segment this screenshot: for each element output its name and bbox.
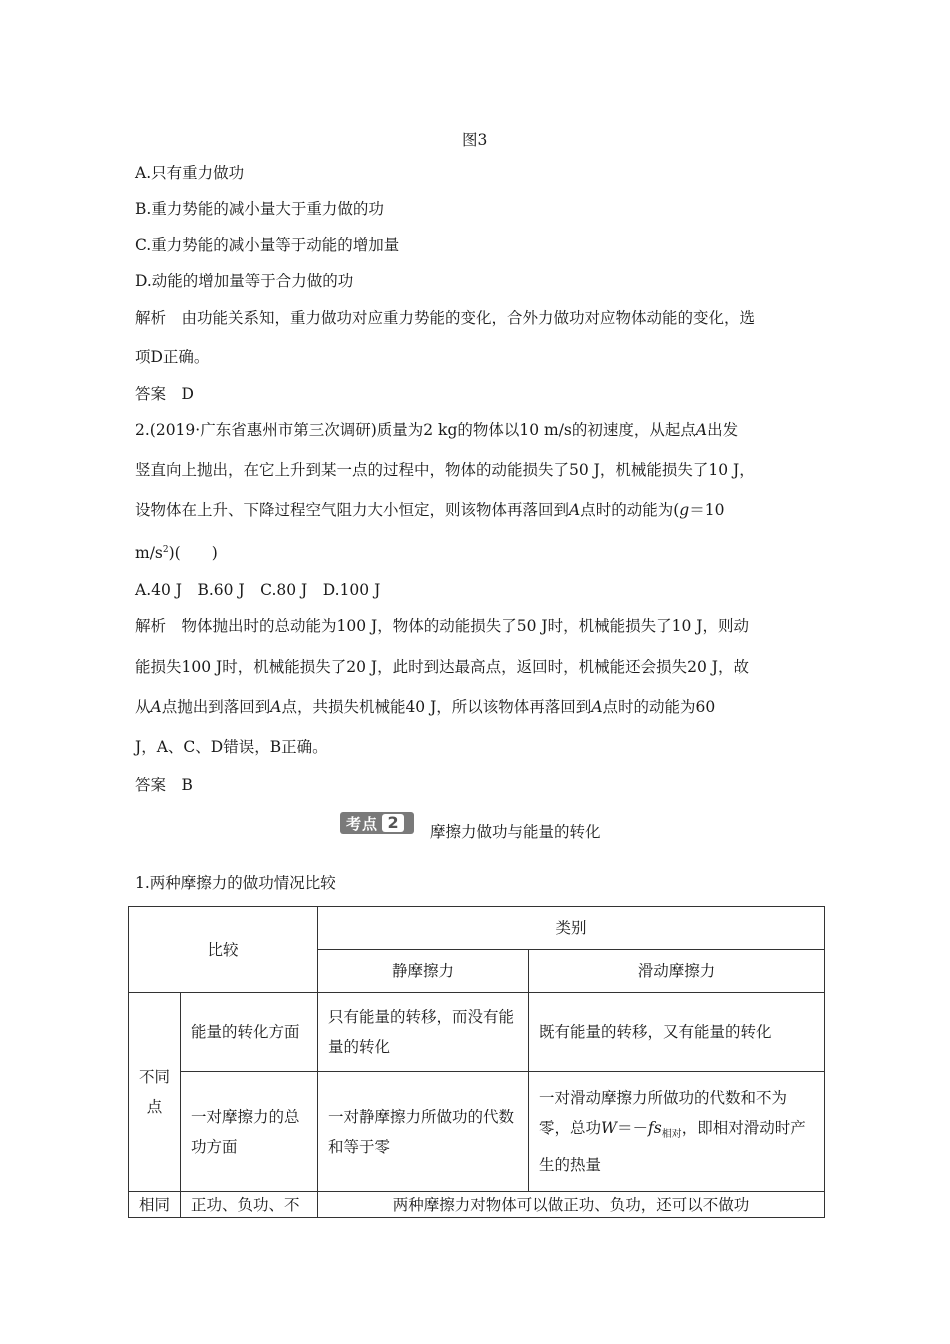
q2-analysis-line4: J，A、C、D错误，B正确。 — [135, 738, 328, 756]
q2-analysis-line1: 解析 物体抛出时的总动能为100 J，物体的动能损失了50 J时，机械能损失了10 J，则动 — [135, 617, 749, 635]
q2-analysis-text: 点，共损失机械能40 J，所以该物体再落回到 — [281, 698, 592, 716]
table-row — [129, 907, 825, 950]
cell-text: ，即相对滑动时产生的热量 — [539, 1118, 806, 1175]
q2-stem-text: ＝10 — [689, 501, 725, 519]
badge-text: 考点 — [346, 814, 379, 833]
q2-analysis-text: 点抛出到落回到 — [161, 698, 271, 716]
row-group-same: 相同 — [129, 1192, 181, 1218]
table-row — [129, 1072, 825, 1192]
section-title: 摩擦力做功与能量的转化 — [430, 823, 601, 841]
w-var: W — [601, 1118, 617, 1137]
figure-caption: 图3 — [462, 131, 488, 149]
q2-stem-line2: 竖直向上抛出，在它上升到某一点的过程中，物体的动能损失了50 J，机械能损失了10 J， — [135, 461, 755, 479]
row2-static: 一对静摩擦力所做功的代数和等于零 — [318, 1072, 529, 1192]
q2-stem-text: 2.(2019·广东省惠州市第三次调研)质量为2 kg的物体以10 m/s的初速度，从起点 — [135, 421, 696, 439]
row2-sliding — [529, 1072, 825, 1192]
fs-var: fs — [647, 1118, 662, 1137]
q1-analysis-line1: 解析 由功能关系知，重力做功对应重力势能的变化，合外力做功对应物体动能的变化，选 — [135, 309, 756, 327]
row2-label: 一对摩擦力的总功方面 — [181, 1072, 318, 1192]
badge-number: 2 — [382, 814, 404, 832]
row1-label: 能量的转化方面 — [181, 993, 318, 1072]
header-static: 静摩擦力 — [318, 950, 529, 993]
q1-option-b: B.重力势能的减小量大于重力做的功 — [135, 200, 384, 218]
q1-answer: 答案 D — [135, 385, 194, 403]
table-row — [129, 993, 825, 1072]
q2-analysis-text: 从 — [135, 698, 151, 716]
section-badge — [340, 812, 414, 834]
subscript: 相对 — [661, 1129, 682, 1141]
comparison-table — [128, 906, 825, 1218]
q2-analysis-line2: 能损失100 J时，机械能损失了20 J，此时到达最高点，返回时，机械能还会损失20 J，故 — [135, 658, 749, 676]
header-compare: 比较 — [129, 907, 318, 993]
q2-stem-text: 点时的动能为( — [580, 501, 680, 519]
q2-stem-text: m/s — [135, 544, 163, 563]
exponent: 2 — [162, 545, 169, 555]
point-a-var: A — [270, 698, 282, 716]
q2-stem-text: 设物体在上升、下降过程空气阻力大小恒定，则该物体再落回到 — [135, 501, 570, 519]
cell-text: ＝－ — [616, 1118, 648, 1137]
point-a-var: A — [150, 698, 162, 716]
g-var: g — [679, 501, 690, 519]
q1-option-d: D.动能的增加量等于合力做的功 — [135, 272, 354, 290]
q2-stem-text: 出发 — [707, 421, 739, 439]
point-a-var: A — [569, 501, 581, 519]
row3-label: 正功、负功、不 — [181, 1192, 318, 1218]
q2-answer: 答案 B — [135, 776, 193, 794]
cell-text: 一对滑动摩擦力所做功的代数和不为零，总功 — [539, 1088, 788, 1137]
subheading: 1.两种摩擦力的做功情况比较 — [135, 874, 336, 892]
q2-stem-line4 — [135, 540, 218, 563]
q1-option-c: C.重力势能的减小量等于动能的增加量 — [135, 236, 400, 254]
q2-analysis-line3 — [135, 697, 715, 717]
q1-analysis-line2: 项D正确。 — [135, 348, 210, 366]
header-sliding: 滑动摩擦力 — [529, 950, 825, 993]
point-a-var: A — [591, 698, 603, 716]
table-row — [129, 1192, 825, 1218]
point-a-var: A — [695, 421, 708, 439]
row3-content: 两种摩擦力对物体可以做正功、负功，还可以不做功 — [318, 1192, 825, 1218]
q2-stem-text: )( ) — [168, 544, 218, 563]
q2-stem-line1 — [135, 420, 738, 440]
header-category: 类别 — [318, 907, 825, 950]
q2-options: A.40 J B.60 J C.80 J D.100 J — [135, 581, 381, 599]
q2-stem-line3 — [135, 500, 724, 520]
row1-static: 只有能量的转移，而没有能量的转化 — [318, 993, 529, 1072]
q1-option-a: A.只有重力做功 — [135, 164, 245, 182]
q2-analysis-text: 点时的动能为60 — [602, 698, 716, 716]
row1-sliding: 既有能量的转移，又有能量的转化 — [529, 993, 825, 1072]
row-group-diff: 不同点 — [129, 993, 181, 1192]
